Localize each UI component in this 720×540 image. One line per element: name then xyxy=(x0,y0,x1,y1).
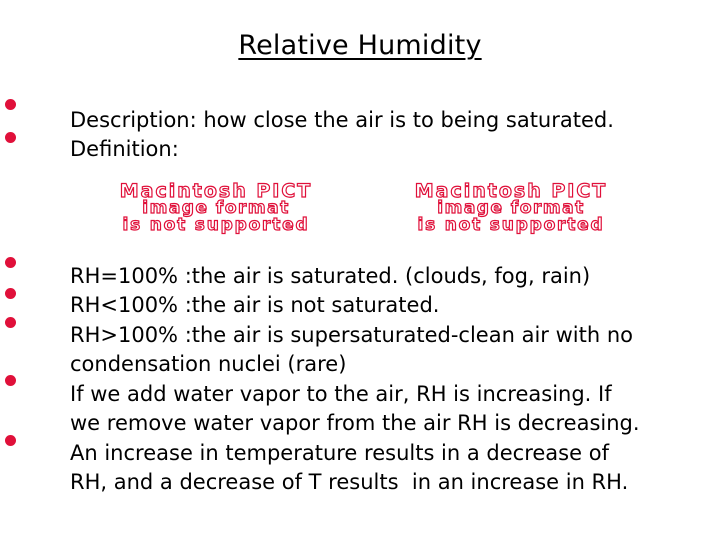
placeholder-line: is not supported xyxy=(122,215,310,235)
bullet-dot-icon xyxy=(5,435,16,446)
bullet-dot-icon xyxy=(5,317,16,328)
placeholder-line: image format xyxy=(437,198,585,218)
placeholder-line: image format xyxy=(142,198,290,218)
bullet-text: RH=100% :the air is saturated. (clouds, fog, rain) xyxy=(70,264,591,288)
bullet-item-definition xyxy=(5,135,705,164)
bullet-item-rh-less xyxy=(5,291,705,320)
bullet-text: If we add water vapor to the air, RH is increasing. If we remove water vapor from the air RH is decreasing. xyxy=(70,382,640,435)
bullet-text: An increase in temperature results in a decrease of RH, and a decrease of T results in an increase in RH. xyxy=(70,441,629,494)
placeholder-line: Macintosh PICT xyxy=(119,180,313,202)
image-placeholder-row xyxy=(0,180,720,237)
bullet-dot-icon xyxy=(5,257,16,268)
bullet-text: RH>100% :the air is supersaturated-clean air with no condensation nuclei (rare) xyxy=(70,323,633,376)
bullet-item-rh-100 xyxy=(5,262,705,291)
bullet-text: RH<100% :the air is not saturated. xyxy=(70,293,440,317)
slide-title: Relative Humidity xyxy=(238,30,482,61)
bullet-dot-icon xyxy=(5,132,16,143)
bullet-item-water-vapor xyxy=(5,380,705,438)
placeholder-line: Macintosh PICT xyxy=(414,180,608,202)
bullet-text: Definition: xyxy=(70,137,179,161)
bullet-dot-icon xyxy=(5,288,16,299)
bullet-text: Description: how close the air is to being saturated. xyxy=(70,108,614,132)
bullet-dot-icon xyxy=(5,99,16,110)
unsupported-image-placeholder xyxy=(386,180,636,237)
bullet-item-rh-greater xyxy=(5,321,705,379)
bullet-item-description xyxy=(5,106,705,135)
unsupported-image-placeholder xyxy=(66,180,366,237)
placeholder-line: is not supported xyxy=(417,215,605,235)
bullet-item-temperature xyxy=(5,439,705,497)
bullet-dot-icon xyxy=(5,375,16,386)
